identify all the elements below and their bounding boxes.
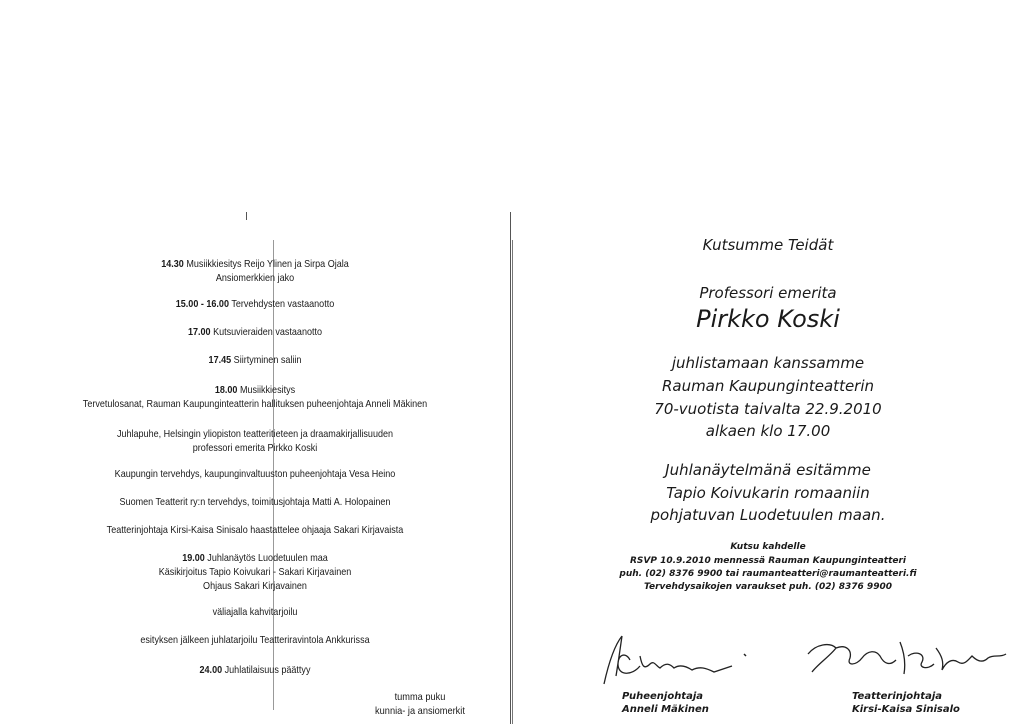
- signatory-name: Anneli Mäkinen: [622, 704, 709, 715]
- program-subitem: Juhlapuhe, Helsingin yliopiston teatteritieteen ja draamakirjallisuuden: [116, 428, 394, 440]
- signatory-role: Puheenjohtaja: [622, 691, 704, 702]
- program-item: 17.00 Kutsuvieraiden vastaanotto: [187, 326, 323, 338]
- signatory-right: [852, 690, 960, 716]
- invitation-line: Rauman Kaupunginteatterin: [661, 377, 875, 395]
- fold-line: [510, 212, 511, 724]
- rsvp-line: RSVP 10.9.2010 mennessä Rauman Kaupunginteatteri: [630, 556, 906, 566]
- program-subitem: Suomen Teatterit ry:n tervehdys, toimitusjohtaja Matti A. Holopainen: [119, 496, 391, 508]
- program-subitem: Käsikirjoitus Tapio Koivukari - Sakari Kirjavainen: [158, 566, 352, 578]
- signatory-name: Kirsi-Kaisa Sinisalo: [852, 704, 960, 715]
- invitation-line: alkaen klo 17.00: [705, 422, 831, 440]
- dress-code-line: kunnia- ja ansiomerkit: [375, 705, 465, 717]
- program-subitem: Kaupungin tervehdys, kaupunginvaltuuston puheenjohtaja Vesa Heino: [114, 468, 396, 480]
- invitation-play: Juhlanäytelmänä esitämme: [665, 461, 871, 479]
- program-item: 18.00 Musiikkiesitys: [214, 384, 296, 396]
- program-subitem: Teatterinjohtaja Kirsi-Kaisa Sinisalo haastattelee ohjaaja Sakari Kirjavaista: [106, 524, 404, 536]
- program-item: 15.00 - 16.00 Tervehdysten vastaanotto: [175, 298, 335, 310]
- fold-mark: [246, 212, 247, 220]
- program-subitem: väliajalla kahvitarjoilu: [212, 606, 298, 618]
- signature-left: [596, 626, 766, 686]
- signature-right: [796, 630, 1016, 682]
- program-item: 19.00 Juhlanäytös Luodetuulen maa: [182, 552, 328, 564]
- rsvp-line: Tervehdysaikojen varaukset puh. (02) 8376 9900: [644, 582, 892, 592]
- rsvp-line: puh. (02) 8376 9900 tai raumanteatteri@raumanteatteri.fi: [619, 569, 917, 579]
- invitation-line: 70-vuotista taivalta 22.9.2010: [654, 400, 882, 418]
- signatory-left: [622, 690, 709, 716]
- invitation-intro: Kutsumme Teidät: [702, 236, 834, 254]
- signatory-role: Teatterinjohtaja: [852, 691, 943, 702]
- invitation-title: Professori emerita: [699, 284, 837, 302]
- invitation-play: pohjatuvan Luodetuulen maan.: [650, 506, 886, 524]
- invitation-play: Tapio Koivukarin romaaniin: [666, 484, 870, 502]
- invitation-note: Kutsu kahdelle: [730, 542, 806, 552]
- program-subitem: Tervetulosanat, Rauman Kaupunginteatterin hallituksen puheenjohtaja Anneli Mäkinen: [82, 398, 428, 410]
- invitation-line: juhlistamaan kanssamme: [671, 354, 865, 372]
- program-item: 17.45 Siirtyminen saliin: [208, 354, 302, 366]
- program-subitem: professori emerita Pirkko Koski: [192, 442, 318, 454]
- dress-code: [367, 690, 473, 718]
- program-item: 14.30 Musiikkiesitys Reijo Ylinen ja Sirpa Ojala: [161, 258, 349, 270]
- program-item: 24.00 Juhlatilaisuus päättyy: [199, 664, 311, 676]
- program-subitem: Ansiomerkkien jako: [215, 272, 295, 284]
- invitation-name: Pirkko Koski: [696, 305, 840, 333]
- dress-code-line: tumma puku: [394, 691, 446, 703]
- program-subitem: Ohjaus Sakari Kirjavainen: [203, 580, 307, 592]
- program-subitem: esityksen jälkeen juhlatarjoilu Teatteriravintola Ankkurissa: [140, 634, 370, 646]
